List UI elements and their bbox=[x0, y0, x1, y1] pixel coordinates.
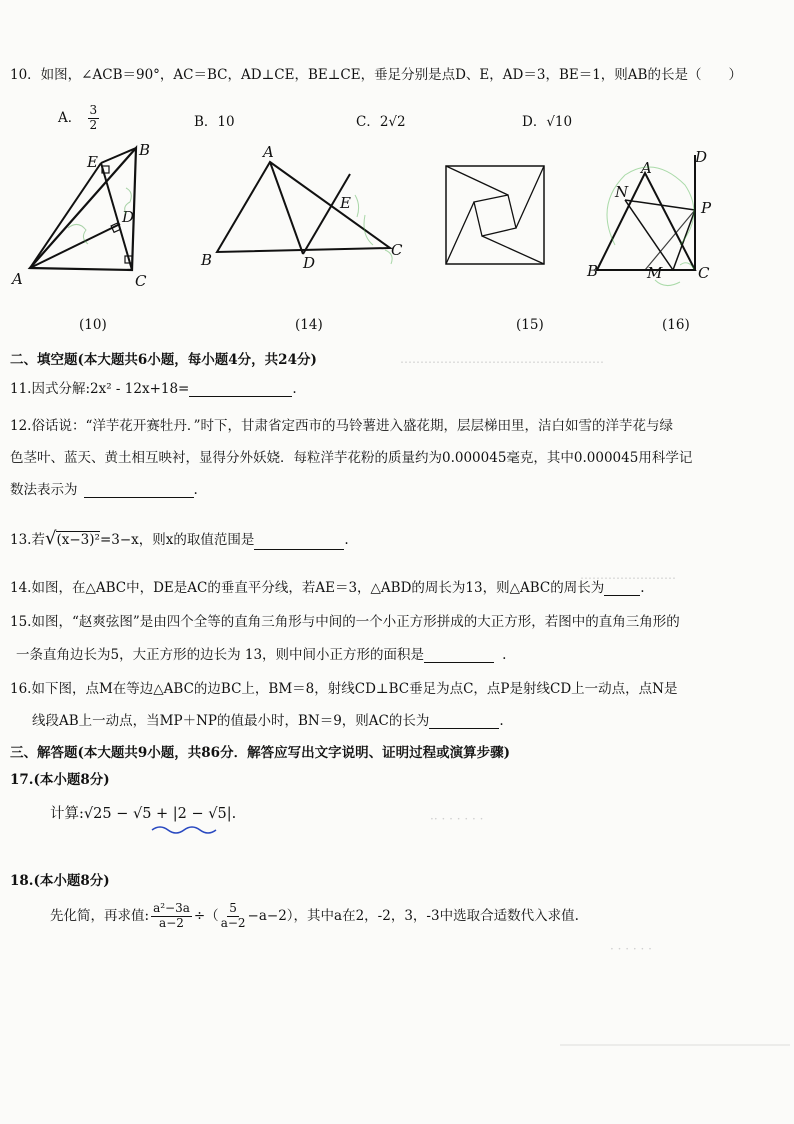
q10-option-d-letter: D． bbox=[522, 114, 547, 130]
q13 bbox=[10, 528, 349, 550]
q12-end: . bbox=[193, 482, 198, 498]
q15-end: . bbox=[502, 647, 507, 663]
q10-option-a-num: 3 bbox=[89, 103, 98, 117]
q10-option-d bbox=[522, 110, 572, 130]
q18-tail: −a−2），其中a在2，-2，3，-3中选取合适数代入求值. bbox=[247, 908, 579, 925]
q10-option-b bbox=[194, 110, 235, 130]
q12-answer-blank[interactable] bbox=[84, 483, 194, 498]
section-3-header: 三、解答题(本大题共9小题，共86分．解答应写出文字说明、证明过程或演算步骤) bbox=[10, 745, 510, 761]
fig16-label-b: B bbox=[587, 262, 599, 280]
q10-option-d-value: √10 bbox=[546, 114, 573, 130]
q14-text: 14.如图，在△ABC中，DE是AC的垂直平分线，若AE＝3，△ABD的周长为13，则△ABC的周长为 bbox=[10, 580, 605, 596]
figure-14-caption: (14) bbox=[295, 317, 323, 333]
bleed-through: …………………………………………… bbox=[400, 352, 604, 366]
figure-10-caption: (10) bbox=[79, 317, 107, 333]
fig14-label-c: C bbox=[391, 241, 403, 259]
q10-option-b-value: 10 bbox=[217, 114, 235, 130]
q13-end: . bbox=[344, 532, 349, 548]
q16-line-2 bbox=[32, 713, 504, 729]
q12-line-2: 色茎叶、蓝天、黄土相互映衬，显得分外妖娆．每粒洋芋花粉的质量约为0.000045毫克，其中0.000045用科学记 bbox=[10, 450, 693, 466]
q18-fraction-2 bbox=[221, 902, 246, 931]
fig14-label-d: D bbox=[303, 254, 316, 272]
figure-10 bbox=[8, 138, 178, 293]
q14-end: . bbox=[640, 580, 645, 596]
bleed-through: · · · · · · bbox=[610, 942, 652, 956]
figure-16 bbox=[585, 145, 725, 290]
fig14-label-a: A bbox=[263, 143, 274, 161]
q15-line-2-text: 一条直角边长为5，大正方形的边长为 13，则中间小正方形的面积是 bbox=[16, 647, 425, 663]
fig14-label-b: B bbox=[201, 251, 213, 269]
q18-fraction-2-den: a−2 bbox=[220, 915, 246, 930]
fig16-label-n: N bbox=[615, 183, 629, 201]
q11-answer-blank[interactable] bbox=[189, 382, 292, 397]
q10-stem: 10．如图，∠ACB＝90°，AC＝BC，AD⊥CE，BE⊥CE，垂足分别是点D、E，AD＝3，BE＝1，则AB的长是（ ） bbox=[10, 67, 742, 83]
fig16-label-m: M bbox=[647, 264, 663, 282]
handwritten-underline bbox=[150, 822, 225, 836]
q18-fraction-1-den: a−2 bbox=[159, 915, 184, 930]
q17-body bbox=[50, 806, 236, 823]
fig16-label-c: C bbox=[698, 264, 710, 282]
q13-radicand: (x−3)² bbox=[56, 532, 100, 548]
q18-fraction-2-num: 5 bbox=[229, 901, 237, 915]
fig10-label-d: D bbox=[122, 208, 135, 226]
figure-15-caption: (15) bbox=[516, 317, 544, 333]
q18-body bbox=[50, 902, 579, 931]
fig16-label-d: D bbox=[695, 148, 708, 166]
q18-label: 先化简，再求值: bbox=[50, 908, 150, 925]
q10-option-a-letter: A． bbox=[58, 109, 82, 126]
q10-option-c-letter: C． bbox=[356, 114, 380, 130]
q10-option-a-fraction bbox=[88, 104, 100, 133]
q18-fraction-1 bbox=[151, 902, 192, 931]
q11 bbox=[10, 381, 297, 397]
q15-answer-blank[interactable] bbox=[424, 648, 494, 663]
q11-text: 11.因式分解:2x² - 12x+18= bbox=[10, 381, 190, 397]
q18-fraction-1-num: a²−3a bbox=[153, 901, 190, 915]
section-2-header: 二、填空题(本大题共6小题，每小题4分，共24分) bbox=[10, 352, 317, 368]
q18-title: 18.(本小题8分) bbox=[10, 873, 110, 889]
q10-option-a bbox=[58, 104, 101, 133]
q13-post: =3−x，则x的取值范围是 bbox=[99, 532, 255, 548]
q13-answer-blank[interactable] bbox=[254, 535, 344, 550]
bleed-through-lines bbox=[560, 1035, 790, 1055]
q13-radical-sign: √ bbox=[44, 528, 57, 549]
fig16-label-a: A bbox=[641, 159, 652, 177]
fig16-label-p: P bbox=[701, 199, 712, 217]
q12-line-3 bbox=[10, 482, 198, 498]
q17-expression: √25 − √5 + |2 − √5|. bbox=[83, 806, 237, 822]
fig10-label-b: B bbox=[139, 141, 151, 159]
q11-end: . bbox=[292, 381, 297, 397]
q16-end: . bbox=[499, 713, 504, 729]
q15-line-1: 15.如图，“赵爽弦图”是由四个全等的直角三角形与中间的一个小正方形拼成的大正方形，若图中的直角三角形的 bbox=[10, 614, 680, 630]
q14 bbox=[10, 580, 645, 596]
figure-16-caption: (16) bbox=[662, 317, 690, 333]
q16-answer-blank[interactable] bbox=[429, 714, 499, 729]
bleed-through: …………………… bbox=[580, 568, 676, 582]
q10-option-a-den: 2 bbox=[89, 117, 98, 132]
q10-option-b-letter: B． bbox=[194, 114, 218, 130]
q18-mid: ÷（ bbox=[193, 908, 219, 925]
fig14-label-e: E bbox=[340, 194, 351, 212]
figure-15 bbox=[440, 160, 550, 270]
bleed-through: ·· · · · · · · bbox=[430, 812, 484, 826]
q15-line-2 bbox=[16, 647, 506, 663]
q12-line-1: 12.俗话说：“洋芋花开赛牡丹．”时下，甘肃省定西市的马铃薯进入盛花期，层层梯田里，洁白如雪的洋芋花与绿 bbox=[10, 418, 674, 434]
fig10-label-a: A bbox=[12, 270, 23, 288]
figure-14 bbox=[195, 140, 410, 280]
q12-line-3-text: 数法表示为 bbox=[10, 482, 78, 498]
q17-label: 计算: bbox=[50, 806, 84, 822]
q13-pre: 13.若 bbox=[10, 532, 45, 548]
fig10-label-e: E bbox=[87, 153, 98, 171]
fig10-label-c: C bbox=[135, 272, 147, 290]
q17-title: 17.(本小题8分) bbox=[10, 772, 110, 788]
q16-line-2-text: 线段AB上一动点，当MP＋NP的值最小时，BN＝9，则AC的长为 bbox=[32, 713, 430, 729]
q10-option-c bbox=[356, 110, 406, 130]
q16-line-1: 16.如下图，点M在等边△ABC的边BC上，BM＝8，射线CD⊥BC垂足为点C，点P是射线CD上一动点，点N是 bbox=[10, 681, 678, 697]
q14-answer-blank[interactable] bbox=[604, 581, 640, 596]
q10-option-c-value: 2√2 bbox=[379, 114, 406, 130]
